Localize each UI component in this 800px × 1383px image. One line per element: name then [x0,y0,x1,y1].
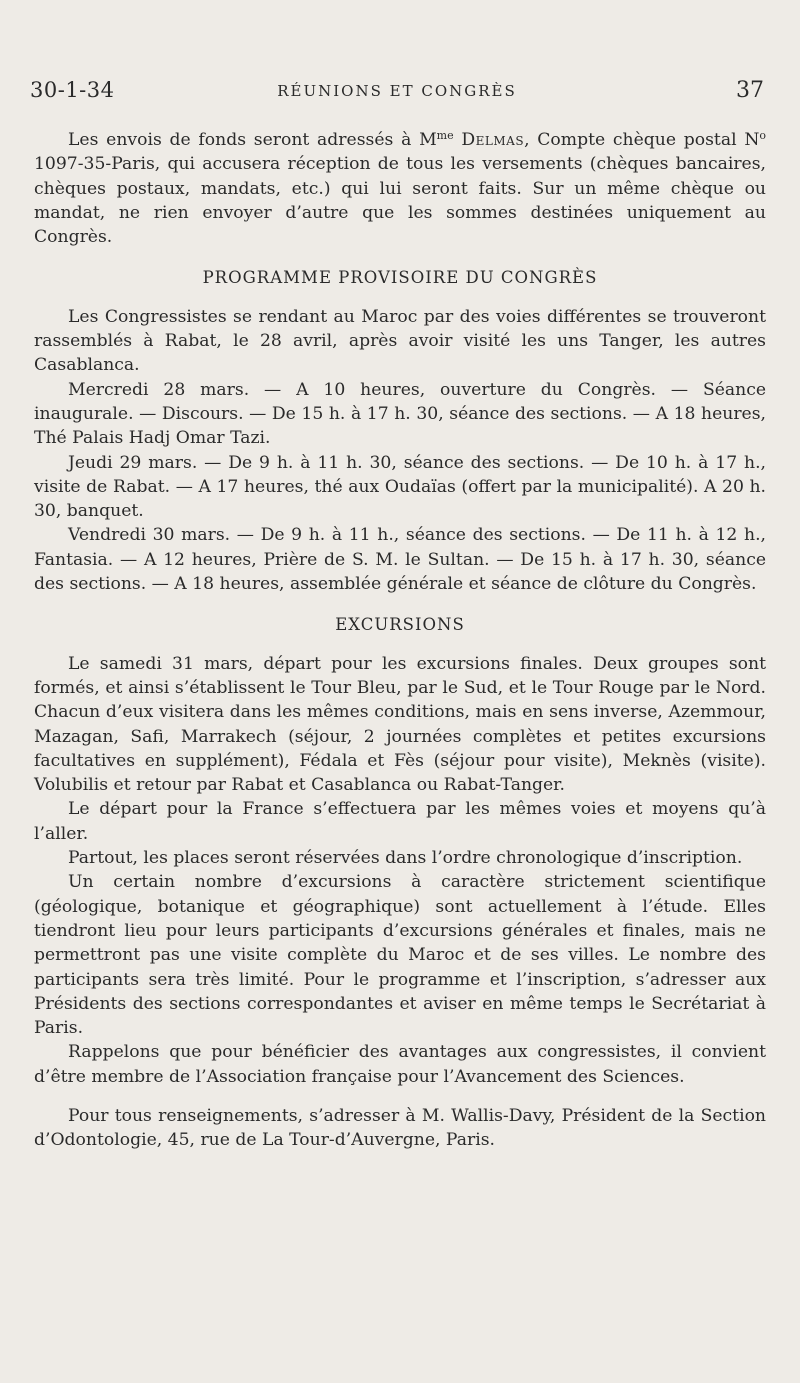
section-heading-programme: PROGRAMME PROVISOIRE DU CONGRÈS [202,268,598,288]
excursions-paragraph: Le départ pour la France s’effectuera par les mêmes voies et moyens qu’à l’aller. [34,799,766,844]
programme-wednesday: Mercredi 28 mars. — A 10 heures, ouverture du Congrès. — Séance inaugurale. — Discours. — De 15 h. à 17 h. 30, séance des sections. — A 18 heures, Thé Palais Hadj Omar Tazi. [34,379,766,449]
excursions-paragraph: Rappelons que pour bénéficier des avantages aux congressistes, il convient d’être membre de l’Association française pour l’Avancement des Sciences. [34,1042,766,1087]
page-header [30,78,764,112]
programme-thursday: Jeudi 29 mars. — De 9 h. à 11 h. 30, séance des sections. — De 10 h. à 17 h., visite de Rabat. — A 17 heures, thé aux Oudaïas (offert par la municipalité). A 20 h. 30, banquet. [34,452,766,522]
section-heading-excursions: EXCURSIONS [335,615,465,635]
programme-friday: Vendredi 30 mars. — De 9 h. à 11 h., séance des sections. — De 11 h. à 12 h., Fantasia. — A 12 heures, Prière de S. M. le Sultan. — De 15 h. à 17 h. 30, séance des sections. — A 18 heures, assemblée générale et séance de clôture du Congrès. [34,525,766,595]
excursions-paragraph: Partout, les places seront réservées dans l’ordre chronologique d’inscription. [68,848,743,869]
page-body [34,128,766,1153]
intro-paragraph: Les envois de fonds seront adressés à $M^{me}$ Delmas, Compte chèque postal $N^o$ 1097-35-Paris, qui accusera réception de tous les versements (chèques bancaires, chèques postaux, mandats, etc.) qui lui seront faits. Sur un même chèque ou mandat, ne rien envoyer d’autre que les sommes destinées uniquement au Congrès. [34,129,766,248]
closing-paragraph: Pour tous renseignements, s’adresser à M. Wallis-Davy, Président de la Section d’Odontologie, 45, rue de La Tour-d’Auvergne, Paris. [34,1105,766,1151]
running-title: RÉUNIONS ET CONGRÈS [277,82,517,100]
excursions-paragraph: Le samedi 31 mars, départ pour les excursions finales. Deux groupes sont formés, et ainsi s’établissent le Tour Bleu, par le Sud, et le Tour Rouge par le Nord. Chacun d’eux visitera dans les mêmes conditions, mais en sens inverse, Azemmour, Mazagan, Safi, Marrakech (séjour, 2 journées complètes et petites excursions facultatives en supplément), Fédala et Fès (séjour pour visite), Meknès (visite). Volubilis et retour par Rabat et Casablanca ou Rabat-Tanger. [34,653,766,796]
programme-paragraph: Les Congressistes se rendant au Maroc par des voies différentes se trouveront rassemblés à Rabat, le 28 avril, après avoir visité les uns Tanger, les autres Casablanca. [34,306,766,376]
page-number: 37 [736,78,764,103]
excursions-paragraph: Un certain nombre d’excursions à caractère strictement scientifique (géologique, botanique et géographique) sont actuellement à l’étude. Elles tiendront lieu pour leurs participants d’excursions générales et finales, mais ne permettront pas une visite complète du Maroc et de ses villes. Le nombre des participants sera très limité. Pour le programme et l’inscription, s’adresser aux Présidents des sections correspondantes et aviser en même temps le Secrétariat à Paris. [34,872,766,1039]
header-date: 30-1-34 [30,78,115,102]
person-name: Delmas [461,130,525,150]
